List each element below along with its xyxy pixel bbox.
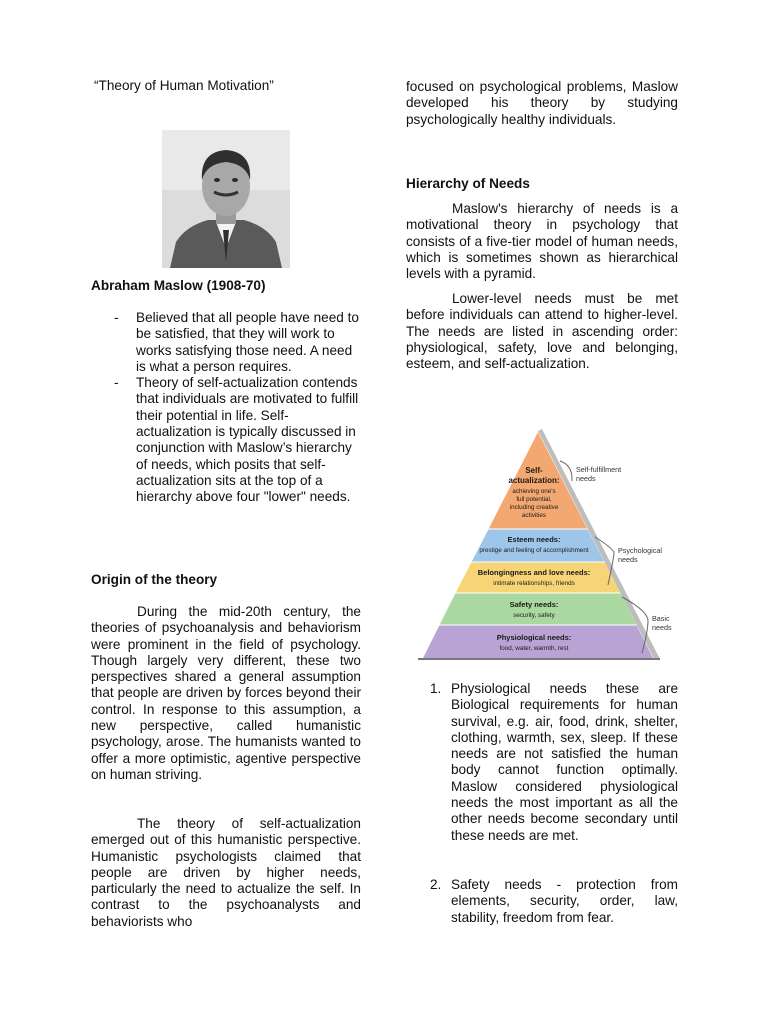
hierarchy-paragraph-2: Lower-level needs must be met before individuals can attend to higher-level. The needs are listed in ascending order: physiological, safety, love and belonging, esteem, and self-actualization. [406, 291, 678, 372]
tier-label-title: Esteem needs: [507, 535, 561, 544]
list-item-text: Believed that all people have need to be satisfied, that they will work to works satisfying those need. A need is what a person requires. [136, 310, 359, 374]
portrait-photo [162, 130, 290, 268]
origin-paragraph-2: The theory of self-actualization emerged out of this humanistic perspective. Humanistic psychologists claimed that people are driven by higher needs, particularly the need to actualize the self. In contrast to the psychoanalysts and behaviorists who [91, 816, 361, 929]
maslow-bullet-list [114, 310, 364, 506]
bracket-label: Psychological [618, 546, 662, 555]
origin-heading: Origin of the theory [91, 572, 218, 587]
tier-safety [439, 593, 637, 625]
tier-label-desc: full potential, [516, 496, 552, 503]
tier-label-desc: food, water, warmth, rest [499, 645, 569, 652]
list-item [430, 681, 678, 844]
bracket-label: Basic [652, 614, 670, 623]
bracket-label: Self-fulfillment [576, 465, 622, 474]
tier-label-desc: prestige and feeling of accomplishment [479, 547, 589, 554]
tier-label-desc: security, safety [513, 612, 555, 619]
list-item [430, 877, 678, 926]
tier-label-desc: activities [521, 512, 547, 519]
origin-paragraph-1: During the mid-20th century, the theories of psychoanalysis and behaviorism were prominent in the field of psychology. Though largely very different, these two perspectives shared a general assumption that people are driven by forces beyond their control. In response to this assumption, a new perspective, called humanistic psychology, arose. The humanists wanted to offer a more optimistic, agentive perspective on human striving. [91, 604, 361, 782]
bracket-label: needs [652, 623, 672, 632]
tier-label-title: Self- [525, 466, 543, 475]
person-portrait-icon [162, 130, 290, 268]
tier-physiological [422, 625, 654, 659]
list-item-text: Theory of self-actualization contends that individuals are motivated to fulfill their potential in life. Self-actualization is typically discussed in conjunction with Maslow’s hierarchy of needs, which posits that self-actualization sits at the top of a hierarchy above four "lower" needs. [136, 375, 359, 505]
list-item [114, 310, 364, 375]
tier-label-desc: achieving one's [512, 488, 556, 495]
tier-label-title: Safety needs: [509, 600, 559, 609]
list-item-text: Safety needs - protection from elements, security, order, law, stability, freedom from fear. [451, 877, 678, 925]
bracket-label: needs [618, 555, 638, 564]
bracket-label: needs [576, 474, 596, 483]
maslow-heading: Abraham Maslow (1908-70) [91, 278, 266, 293]
tier-label-title: Belongingness and love needs: [477, 568, 591, 577]
maslow-pyramid-figure [410, 425, 672, 661]
list-number: 1. [430, 681, 442, 696]
tier-label-title: actualization: [508, 476, 560, 485]
list-item-text: Physiological needs these are Biological requirements for human survival, e.g. air, food, drink, shelter, clothing, warmth, sex, sleep. If these needs are not satisfied the human body cannot function optimally. Maslow considered physiological needs the most important as all the other needs become secondary until these needs are met. [451, 681, 678, 843]
hierarchy-heading: Hierarchy of Needs [406, 176, 530, 191]
tier-label-desc: including creative [509, 504, 559, 511]
list-dash: - [114, 375, 119, 391]
continuation-paragraph: focused on psychological problems, Maslow developed his theory by studying psychologically healthy individuals. [406, 79, 678, 127]
tier-esteem [471, 529, 605, 562]
list-dash: - [114, 310, 119, 325]
list-number: 2. [430, 877, 442, 892]
pyramid-diagram [410, 425, 672, 661]
tier-label-desc: intimate relationships, friends [493, 580, 575, 587]
list-item [114, 375, 364, 505]
tier-label-title: Physiological needs: [496, 633, 572, 642]
needs-numbered-list-2 [430, 877, 678, 926]
document-title: “Theory of Human Motivation” [94, 78, 274, 93]
hierarchy-paragraph-1: Maslow's hierarchy of needs is a motivational theory in psychology that consists of a five-tier model of human needs, which is sometimes shown as hierarchical levels with a pyramid. [406, 201, 678, 282]
tier-belonging [455, 562, 621, 593]
needs-numbered-list-1 [430, 681, 678, 844]
